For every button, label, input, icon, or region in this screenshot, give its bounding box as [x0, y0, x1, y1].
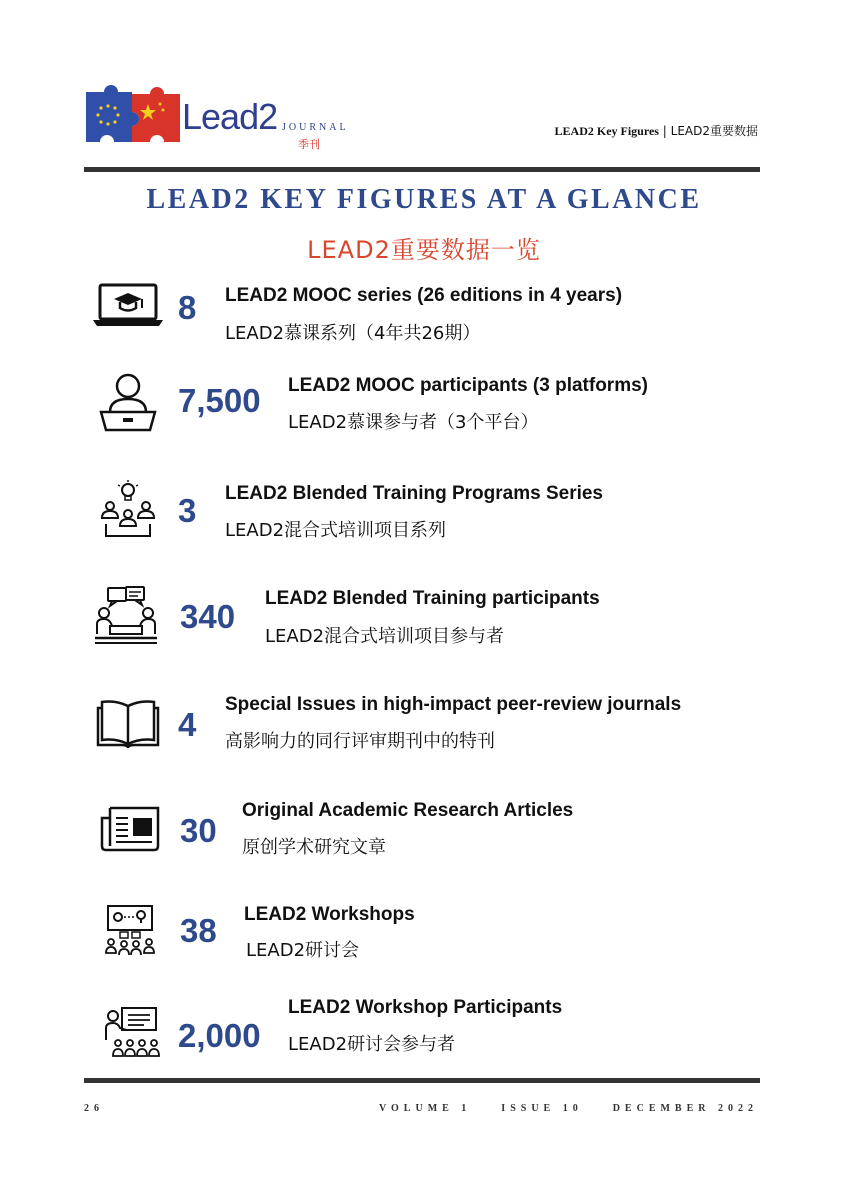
- figure-value: 30: [180, 812, 217, 849]
- presentation-audience-icon: [104, 1006, 160, 1058]
- bottom-divider: [84, 1078, 760, 1083]
- logo-wordmark: Lead2: [182, 96, 278, 137]
- page-number: 26: [84, 1103, 104, 1114]
- page-title-cn: LEAD2重要数据一览: [307, 236, 541, 264]
- section-separator: |: [658, 124, 671, 138]
- figure-label-en: LEAD2 Workshop Participants: [288, 997, 563, 1018]
- figure-value: 7,500: [178, 382, 261, 419]
- page-title-en: LEAD2 KEY FIGURES AT A GLANCE: [146, 184, 702, 215]
- team-idea-icon: [100, 480, 156, 540]
- figure-label-en: LEAD2 MOOC series (26 editions in 4 years): [225, 285, 623, 306]
- figure-label-en: LEAD2 Blended Training Programs Series: [225, 483, 603, 504]
- issue-info: VOLUME 1 ISSUE 10 DECEMBER 2022: [379, 1103, 758, 1114]
- figure-label-en: LEAD2 Blended Training participants: [265, 588, 600, 609]
- figure-label-en: LEAD2 Workshops: [244, 904, 415, 925]
- figure-label-cn: 高影响力的同行评审期刊中的特刊: [225, 731, 495, 752]
- open-book-icon: [96, 698, 160, 748]
- figure-label-en: Original Academic Research Articles: [242, 800, 574, 821]
- lead2-journal-logo: [84, 84, 354, 154]
- figure-value: 3: [178, 492, 197, 529]
- logo-journal-label: JOURNAL: [282, 122, 349, 133]
- figure-value: 2,000: [178, 1017, 261, 1054]
- newspaper-icon: [100, 806, 160, 852]
- section-title-cn: LEAD2重要数据: [670, 124, 758, 138]
- laptop-graduation-icon: [92, 282, 164, 328]
- figure-label-cn: LEAD2慕课系列（4年共26期）: [225, 323, 481, 344]
- figure-label-en: LEAD2 MOOC participants (3 platforms): [288, 375, 648, 396]
- figure-label-cn: LEAD2混合式培训项目系列: [225, 520, 447, 541]
- section-title-en: LEAD2 Key Figures: [554, 124, 659, 138]
- figure-label-en: Special Issues in high-impact peer-review journals: [225, 694, 682, 715]
- figure-label-cn: LEAD2慕课参与者（3个平台）: [288, 412, 539, 433]
- top-divider: [84, 167, 760, 172]
- figure-label-cn: LEAD2研讨会参与者: [288, 1034, 456, 1055]
- workshop-icon: [104, 904, 156, 956]
- logo-cn-label: 季刊: [298, 138, 320, 151]
- person-laptop-icon: [98, 372, 158, 432]
- figure-value: 4: [178, 706, 197, 743]
- figure-label-cn: LEAD2混合式培训项目参与者: [265, 626, 505, 647]
- meeting-discussion-icon: [94, 586, 158, 646]
- section-header: [555, 122, 758, 139]
- puzzle-flag-icon: [84, 84, 184, 154]
- figure-value: 38: [180, 912, 217, 949]
- figure-label-cn: 原创学术研究文章: [242, 837, 386, 858]
- figure-label-cn: LEAD2研讨会: [246, 940, 360, 961]
- figure-value: 8: [178, 289, 197, 326]
- figure-value: 340: [180, 598, 236, 635]
